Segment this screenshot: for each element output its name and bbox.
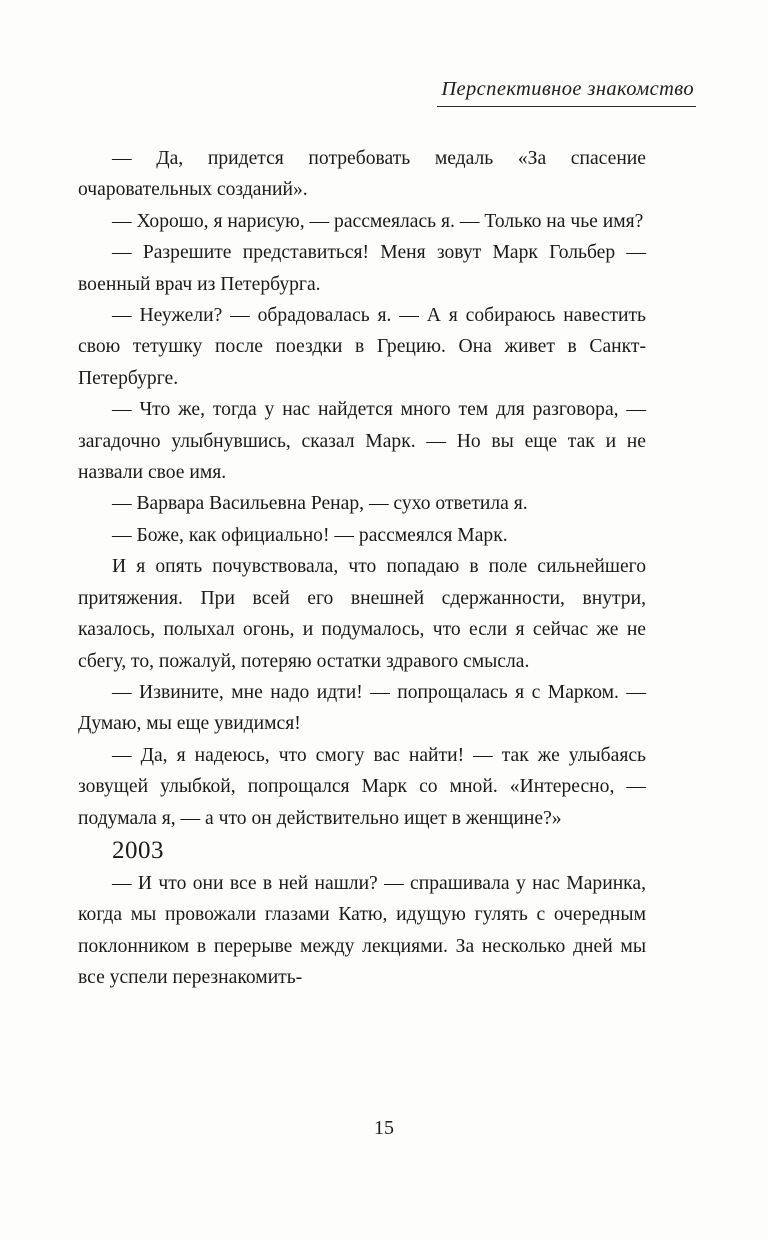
- paragraph: — Варвара Васильевна Ренар, — сухо ответила я.: [112, 493, 528, 515]
- paragraph: — Хорошо, я нарисую, — рассмеялась я. — Только на чье имя?: [112, 210, 644, 232]
- page-body: [78, 143, 646, 994]
- paragraph: — Разрешите представиться! Меня зовут Марк Гольбер — военный врач из Петербурга.: [78, 242, 646, 295]
- paragraph: — Да, я надеюсь, что смогу вас найти! — так же улыбаясь зовущей улыбкой, попрощался Марк со мной. «Интересно, — подумала я, — а что он действительно ищет в женщине?»: [78, 744, 646, 829]
- paragraph: — Да, придется потребовать медаль «За спасение очаровательных созданий».: [78, 148, 646, 201]
- paragraph: — Боже, как официально! — рассмеялся Марк.: [112, 524, 508, 546]
- section-year-heading: 2003: [112, 836, 164, 864]
- paragraph: И я опять почувствовала, что попадаю в поле сильнейшего притяжения. При всей его внешней сдержанности, внутри, казалось, полыхал огонь, и подумалось, что если я сейчас же не сбегу, то, пожалуй, потеряю остатки здравого смысла.: [78, 556, 646, 672]
- paragraph: — И что они все в ней нашли? — спрашивала у нас Маринка, когда мы провожали глазами Катю, идущую гулять с очередным поклонником в перерыве между лекциями. За несколько дней мы все успели перезнакомить-: [78, 872, 646, 989]
- paragraph: — Извините, мне надо идти! — попрощалась я с Марком. — Думаю, мы еще увидимся!: [78, 681, 646, 735]
- running-head-text: Перспективное знакомство: [437, 78, 696, 107]
- paragraph: — Неужели? — обрадовалась я. — А я собираюсь навестить свою тетушку после поездки в Грецию. Она живет в Санкт-Петербурге.: [78, 305, 646, 389]
- running-head: [78, 78, 696, 112]
- page-number: 15: [374, 1117, 394, 1139]
- paragraph: — Что же, тогда у нас найдется много тем для разговора, — загадочно улыбнувшись, сказал Марк. — Но вы еще так и не назвали свое имя.: [78, 399, 646, 484]
